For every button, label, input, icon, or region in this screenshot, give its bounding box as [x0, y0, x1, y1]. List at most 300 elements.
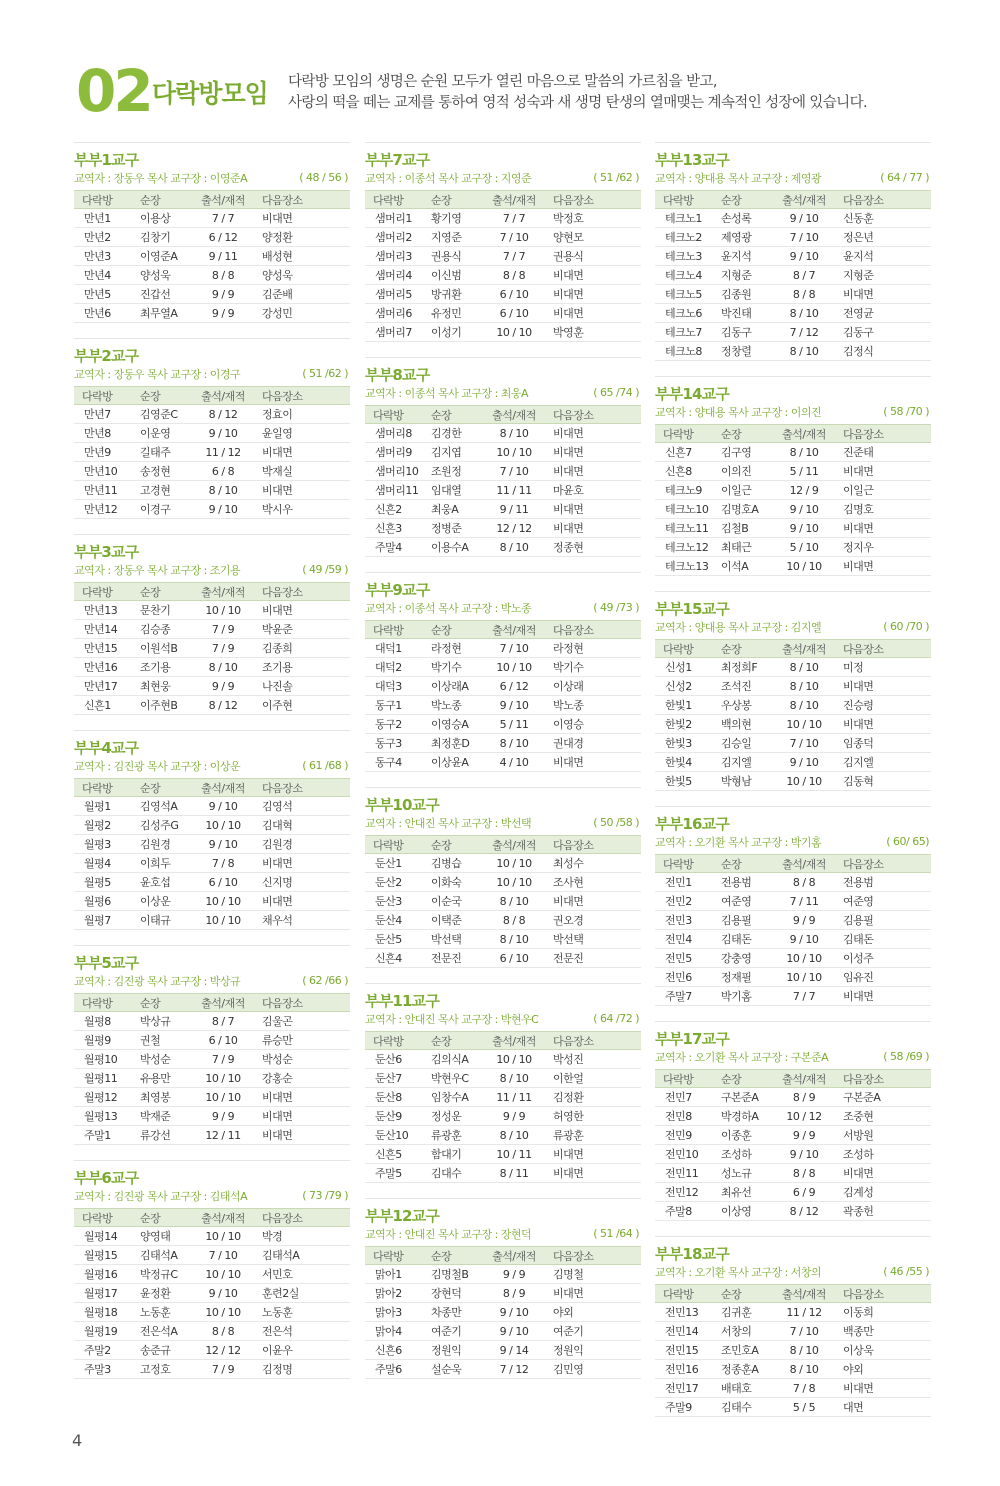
- table-row: [74, 1050, 350, 1069]
- cell-next-place: 이영승: [545, 715, 641, 734]
- cell-attendance: 8 / 10: [483, 424, 545, 443]
- cell-next-place: 양성욱: [254, 266, 350, 285]
- cell-darakbang: 전민3: [655, 911, 713, 930]
- district-totals: ( 62 /66 ): [302, 974, 348, 987]
- cell-darakbang: 샘머리6: [365, 304, 423, 323]
- cell-attendance: 9 / 10: [192, 424, 254, 443]
- cell-darakbang: 주말3: [74, 1360, 132, 1379]
- cell-leader: 최정훈D: [423, 734, 483, 753]
- cell-leader: 박기홈: [713, 987, 773, 1006]
- cell-leader: 이경구: [132, 500, 192, 519]
- table-row: [74, 816, 350, 835]
- cell-next-place: 김영석: [254, 797, 350, 816]
- cell-leader: 유정민: [423, 304, 483, 323]
- cell-leader: 박선택: [423, 930, 483, 949]
- cell-next-place: 비대면: [254, 601, 350, 620]
- cell-darakbang: 월평1: [74, 797, 132, 816]
- cell-leader: 김명호A: [713, 500, 773, 519]
- cell-attendance: 9 / 14: [483, 1341, 545, 1360]
- district-info: [74, 1187, 350, 1204]
- cell-attendance: 7 / 7: [773, 987, 835, 1006]
- cell-next-place: 비대면: [545, 266, 641, 285]
- cell-attendance: 11 / 12: [192, 443, 254, 462]
- column-header: 다음장소: [545, 406, 641, 424]
- cell-darakbang: 만년5: [74, 285, 132, 304]
- cell-darakbang: 샘머리10: [365, 462, 423, 481]
- cell-darakbang: 테크노7: [655, 323, 713, 342]
- district-block: [365, 787, 641, 968]
- cell-darakbang: 신흔6: [365, 1341, 423, 1360]
- table-row: [655, 772, 931, 791]
- cell-next-place: 이한얼: [545, 1069, 641, 1088]
- cell-next-place: 훈련2실: [254, 1284, 350, 1303]
- cell-attendance: 8 / 10: [483, 892, 545, 911]
- table-row: [74, 873, 350, 892]
- cell-next-place: 비대면: [545, 1164, 641, 1183]
- cell-leader: 이신범: [423, 266, 483, 285]
- cell-darakbang: 월평15: [74, 1246, 132, 1265]
- district-block: [365, 983, 641, 1183]
- district-title: 부부18교구: [655, 1245, 730, 1263]
- column-header: 다락방: [74, 583, 132, 601]
- column-header: 순장: [132, 387, 192, 405]
- district-block: [655, 376, 931, 576]
- cell-darakbang: 월평4: [74, 854, 132, 873]
- cell-next-place: 비대면: [545, 304, 641, 323]
- cell-darakbang: 대덕2: [365, 658, 423, 677]
- cell-leader: 여준영: [713, 892, 773, 911]
- district-title: 부부17교구: [655, 1030, 730, 1048]
- column-header: 출석/재적: [192, 387, 254, 405]
- cell-attendance: 9 / 11: [192, 247, 254, 266]
- cell-next-place: 김태석A: [254, 1246, 350, 1265]
- cell-darakbang: 전민8: [655, 1107, 713, 1126]
- cell-leader: 임대열: [423, 481, 483, 500]
- table-row: [365, 1164, 641, 1183]
- cell-darakbang: 주말9: [655, 1398, 713, 1417]
- district-block: [655, 1236, 931, 1417]
- cell-leader: 우상봉: [713, 696, 773, 715]
- cell-attendance: 8 / 11: [483, 1164, 545, 1183]
- district-info: [365, 384, 641, 401]
- district-info: [655, 403, 931, 420]
- cell-attendance: 8 / 8: [773, 873, 835, 892]
- district-leaders: 교역자 : 양대용 목사 교구장 : 제영광: [655, 171, 822, 185]
- table-row: [74, 266, 350, 285]
- cell-next-place: 김계성: [835, 1183, 931, 1202]
- district-title: 부부7교구: [365, 151, 430, 169]
- district-title: 부부3교구: [74, 543, 139, 561]
- cell-attendance: 4 / 10: [483, 753, 545, 772]
- cell-darakbang: 전민1: [655, 873, 713, 892]
- district-totals: ( 51 /62 ): [302, 367, 348, 380]
- cell-leader: 이원석B: [132, 639, 192, 658]
- table-row: [74, 620, 350, 639]
- cell-attendance: 10 / 10: [483, 658, 545, 677]
- district-table: [74, 386, 350, 519]
- cell-leader: 류광훈: [423, 1126, 483, 1145]
- cell-leader: 정창렬: [713, 342, 773, 361]
- cell-leader: 구본준A: [713, 1088, 773, 1107]
- cell-next-place: 비대면: [835, 1164, 931, 1183]
- cell-leader: 최무열A: [132, 304, 192, 323]
- cell-next-place: 비대면: [545, 892, 641, 911]
- cell-darakbang: 둔산2: [365, 873, 423, 892]
- cell-darakbang: 테크노5: [655, 285, 713, 304]
- cell-darakbang: 월평5: [74, 873, 132, 892]
- cell-next-place: 김동구: [835, 323, 931, 342]
- cell-leader: 이영승A: [423, 715, 483, 734]
- cell-next-place: 강성민: [254, 304, 350, 323]
- cell-next-place: 박기수: [545, 658, 641, 677]
- section-description-line: 다락방 모임의 생명은 순원 모두가 열린 마음으로 말씀의 가르침을 받고,: [288, 74, 717, 90]
- table-row: [365, 911, 641, 930]
- cell-darakbang: 테크노11: [655, 519, 713, 538]
- cell-attendance: 8 / 10: [773, 1360, 835, 1379]
- cell-leader: 이화숙: [423, 873, 483, 892]
- cell-leader: 이종훈: [713, 1126, 773, 1145]
- district-block: [655, 142, 931, 361]
- cell-next-place: 정효이: [254, 405, 350, 424]
- cell-attendance: 8 / 8: [483, 911, 545, 930]
- column-header: 출석/재적: [773, 855, 835, 873]
- column-header: 출석/재적: [773, 425, 835, 443]
- table-header-row: [365, 621, 641, 639]
- cell-attendance: 11 / 11: [483, 481, 545, 500]
- cell-attendance: 7 / 8: [192, 854, 254, 873]
- cell-darakbang: 맑아4: [365, 1322, 423, 1341]
- cell-darakbang: 동구2: [365, 715, 423, 734]
- district-info: [74, 757, 350, 774]
- cell-next-place: 비대면: [545, 1284, 641, 1303]
- table-row: [74, 892, 350, 911]
- cell-attendance: 8 / 10: [483, 1126, 545, 1145]
- table-row: [655, 1183, 931, 1202]
- cell-attendance: 10 / 10: [773, 968, 835, 987]
- cell-attendance: 11 / 11: [483, 1088, 545, 1107]
- cell-darakbang: 전민4: [655, 930, 713, 949]
- table-header-row: [365, 836, 641, 854]
- cell-next-place: 여준영: [835, 892, 931, 911]
- table-row: [365, 1360, 641, 1379]
- cell-next-place: 백종만: [835, 1322, 931, 1341]
- cell-darakbang: 신흔1: [74, 696, 132, 715]
- cell-attendance: 6 / 9: [773, 1183, 835, 1202]
- cell-next-place: 미정: [835, 658, 931, 677]
- cell-darakbang: 만년13: [74, 601, 132, 620]
- table-row: [365, 1050, 641, 1069]
- cell-next-place: 곽종헌: [835, 1202, 931, 1221]
- column-header: 다음장소: [545, 1032, 641, 1050]
- cell-attendance: 9 / 10: [773, 209, 835, 228]
- cell-leader: 손성록: [713, 209, 773, 228]
- cell-darakbang: 샘머리11: [365, 481, 423, 500]
- cell-leader: 최웅A: [423, 500, 483, 519]
- cell-attendance: 12 / 12: [483, 519, 545, 538]
- cell-darakbang: 만년15: [74, 639, 132, 658]
- cell-darakbang: 월평17: [74, 1284, 132, 1303]
- cell-leader: 류강선: [132, 1126, 192, 1145]
- cell-attendance: 12 / 11: [192, 1126, 254, 1145]
- cell-attendance: 7 / 11: [773, 892, 835, 911]
- cell-attendance: 10 / 10: [192, 1265, 254, 1284]
- cell-darakbang: 월평19: [74, 1322, 132, 1341]
- cell-leader: 조성하: [713, 1145, 773, 1164]
- table-row: [74, 462, 350, 481]
- district-table: [74, 582, 350, 715]
- cell-attendance: 9 / 10: [483, 696, 545, 715]
- cell-attendance: 9 / 10: [773, 930, 835, 949]
- cell-attendance: 7 / 7: [192, 209, 254, 228]
- cell-darakbang: 만년8: [74, 424, 132, 443]
- table-row: [655, 209, 931, 228]
- district-totals: ( 58 /69 ): [883, 1050, 929, 1063]
- cell-leader: 함대기: [423, 1145, 483, 1164]
- cell-next-place: 김울곤: [254, 1012, 350, 1031]
- table-row: [365, 1107, 641, 1126]
- district-info: [74, 365, 350, 382]
- section-description-line: 사랑의 떡을 떼는 교제를 통하여 영적 성숙과 새 생명 탄생의 열매맺는 계속적인 성장에 있습니다.: [288, 95, 867, 111]
- table-row: [655, 538, 931, 557]
- cell-darakbang: 맑아3: [365, 1303, 423, 1322]
- cell-darakbang: 신흔7: [655, 443, 713, 462]
- cell-darakbang: 테크노3: [655, 247, 713, 266]
- table-row: [655, 481, 931, 500]
- cell-leader: 김병습: [423, 854, 483, 873]
- cell-next-place: 임종덕: [835, 734, 931, 753]
- cell-attendance: 10 / 10: [773, 557, 835, 576]
- cell-attendance: 7 / 10: [192, 1246, 254, 1265]
- table-row: [74, 500, 350, 519]
- table-row: [365, 1341, 641, 1360]
- cell-next-place: 류광훈: [545, 1126, 641, 1145]
- cell-attendance: 9 / 10: [773, 1145, 835, 1164]
- district-leaders: 교역자 : 양대용 목사 교구장 : 김지엘: [655, 620, 822, 634]
- cell-next-place: 대면: [835, 1398, 931, 1417]
- cell-attendance: 7 / 12: [773, 323, 835, 342]
- cell-darakbang: 주말8: [655, 1202, 713, 1221]
- table-row: [74, 658, 350, 677]
- column-header: 다음장소: [254, 583, 350, 601]
- column-header: 출석/재적: [483, 1247, 545, 1265]
- table-row: [365, 854, 641, 873]
- column-header: 다음장소: [545, 1247, 641, 1265]
- cell-next-place: 김대혁: [254, 816, 350, 835]
- table-row: [74, 1107, 350, 1126]
- cell-next-place: 비대면: [254, 892, 350, 911]
- table-row: [74, 854, 350, 873]
- table-row: [365, 1303, 641, 1322]
- cell-next-place: 노동훈: [254, 1303, 350, 1322]
- cell-leader: 지영준: [423, 228, 483, 247]
- cell-next-place: 정은년: [835, 228, 931, 247]
- cell-next-place: 신지명: [254, 873, 350, 892]
- table-row: [365, 323, 641, 342]
- cell-next-place: 신동훈: [835, 209, 931, 228]
- district-title: 부부15교구: [655, 600, 730, 618]
- cell-next-place: 권대경: [545, 734, 641, 753]
- district-block: [365, 142, 641, 342]
- cell-darakbang: 샘머리8: [365, 424, 423, 443]
- cell-darakbang: 전민13: [655, 1303, 713, 1322]
- column-header: 순장: [713, 1070, 773, 1088]
- cell-leader: 진갑선: [132, 285, 192, 304]
- cell-darakbang: 만년11: [74, 481, 132, 500]
- cell-darakbang: 테크노4: [655, 266, 713, 285]
- column-header: 다락방: [365, 406, 423, 424]
- cell-next-place: 비대면: [254, 854, 350, 873]
- cell-next-place: 박윤준: [254, 620, 350, 639]
- table-row: [365, 481, 641, 500]
- table-header-row: [655, 425, 931, 443]
- district-table: [365, 1031, 641, 1183]
- cell-leader: 최유선: [713, 1183, 773, 1202]
- cell-attendance: 7 / 10: [773, 734, 835, 753]
- cell-next-place: 김정식: [835, 342, 931, 361]
- district-info: [655, 1048, 931, 1065]
- cell-next-place: 비대면: [835, 519, 931, 538]
- cell-leader: 이용수A: [423, 538, 483, 557]
- table-row: [365, 696, 641, 715]
- table-row: [655, 715, 931, 734]
- district-table: [365, 620, 641, 772]
- cell-darakbang: 샘머리1: [365, 209, 423, 228]
- cell-attendance: 8 / 9: [483, 1284, 545, 1303]
- cell-attendance: 8 / 7: [773, 266, 835, 285]
- table-row: [74, 601, 350, 620]
- cell-darakbang: 샘머리7: [365, 323, 423, 342]
- cell-leader: 이상영: [713, 1202, 773, 1221]
- cell-darakbang: 둔산8: [365, 1088, 423, 1107]
- cell-next-place: 윤일영: [254, 424, 350, 443]
- cell-attendance: 7 / 9: [192, 1050, 254, 1069]
- table-row: [655, 1341, 931, 1360]
- district-table: [365, 405, 641, 557]
- column-header: 출석/재적: [483, 191, 545, 209]
- table-row: [74, 285, 350, 304]
- district-title: 부부12교구: [365, 1207, 440, 1225]
- cell-leader: 김승일: [713, 734, 773, 753]
- cell-attendance: 6 / 8: [192, 462, 254, 481]
- table-row: [655, 500, 931, 519]
- cell-attendance: 9 / 9: [192, 1107, 254, 1126]
- cell-darakbang: 한빛3: [655, 734, 713, 753]
- district-block: [365, 357, 641, 557]
- cell-next-place: 박영훈: [545, 323, 641, 342]
- column-header: 순장: [132, 779, 192, 797]
- cell-attendance: 10 / 10: [192, 911, 254, 930]
- cell-darakbang: 만년4: [74, 266, 132, 285]
- cell-next-place: 권오경: [545, 911, 641, 930]
- cell-darakbang: 둔산1: [365, 854, 423, 873]
- district-title: 부부14교구: [655, 385, 730, 403]
- cell-attendance: 7 / 9: [192, 1360, 254, 1379]
- cell-next-place: 이동희: [835, 1303, 931, 1322]
- district-title: 부부8교구: [365, 366, 430, 384]
- cell-leader: 임창수A: [423, 1088, 483, 1107]
- table-header-row: [655, 640, 931, 658]
- cell-attendance: 7 / 10: [773, 1322, 835, 1341]
- column-header: 다음장소: [254, 191, 350, 209]
- district-leaders: 교역자 : 김진광 목사 교구장 : 박상규: [74, 974, 241, 988]
- cell-leader: 이용상: [132, 209, 192, 228]
- table-row: [74, 1069, 350, 1088]
- cell-next-place: 김용필: [835, 911, 931, 930]
- cell-darakbang: 만년16: [74, 658, 132, 677]
- cell-attendance: 8 / 10: [192, 481, 254, 500]
- cell-attendance: 8 / 10: [773, 1341, 835, 1360]
- cell-next-place: 여준기: [545, 1322, 641, 1341]
- cell-darakbang: 신흔4: [365, 949, 423, 968]
- cell-darakbang: 만년2: [74, 228, 132, 247]
- cell-darakbang: 테크노10: [655, 500, 713, 519]
- cell-attendance: 9 / 10: [483, 1303, 545, 1322]
- cell-attendance: 9 / 9: [773, 911, 835, 930]
- cell-next-place: 양정환: [254, 228, 350, 247]
- table-row: [365, 639, 641, 658]
- cell-darakbang: 전민11: [655, 1164, 713, 1183]
- cell-leader: 김창기: [132, 228, 192, 247]
- table-row: [655, 949, 931, 968]
- table-header-row: [74, 387, 350, 405]
- column-header: 순장: [713, 640, 773, 658]
- district-table: [74, 993, 350, 1145]
- district-leaders: 교역자 : 이종석 목사 교구장 : 박노종: [365, 601, 532, 615]
- cell-leader: 김태수: [713, 1398, 773, 1417]
- column-header: 출석/재적: [483, 621, 545, 639]
- table-row: [365, 1126, 641, 1145]
- cell-darakbang: 만년3: [74, 247, 132, 266]
- cell-leader: 박성순: [132, 1050, 192, 1069]
- table-row: [655, 873, 931, 892]
- table-row: [365, 538, 641, 557]
- cell-leader: 최영봉: [132, 1088, 192, 1107]
- cell-darakbang: 월평12: [74, 1088, 132, 1107]
- cell-next-place: 정종현: [545, 538, 641, 557]
- district-title: 부부16교구: [655, 815, 730, 833]
- table-row: [74, 677, 350, 696]
- table-row: [365, 500, 641, 519]
- column-header: 다락방: [74, 387, 132, 405]
- cell-leader: 김용필: [713, 911, 773, 930]
- cell-leader: 김경한: [423, 424, 483, 443]
- cell-attendance: 10 / 10: [483, 873, 545, 892]
- cell-next-place: 배성현: [254, 247, 350, 266]
- cell-darakbang: 월평8: [74, 1012, 132, 1031]
- cell-darakbang: 주말5: [365, 1164, 423, 1183]
- table-row: [655, 247, 931, 266]
- district-leaders: 교역자 : 이종석 목사 교구장 : 지영준: [365, 171, 532, 185]
- cell-next-place: 박경: [254, 1227, 350, 1246]
- column-header: 다락방: [655, 640, 713, 658]
- district-table: [365, 1246, 641, 1379]
- cell-leader: 전용범: [713, 873, 773, 892]
- cell-attendance: 10 / 10: [192, 1303, 254, 1322]
- cell-attendance: 10 / 10: [192, 816, 254, 835]
- table-row: [365, 1284, 641, 1303]
- column-header: 순장: [132, 191, 192, 209]
- cell-darakbang: 전민2: [655, 892, 713, 911]
- table-row: [74, 1012, 350, 1031]
- cell-leader: 송준규: [132, 1341, 192, 1360]
- cell-attendance: 5 / 10: [773, 538, 835, 557]
- district-table: [655, 1284, 931, 1417]
- cell-darakbang: 한빛5: [655, 772, 713, 791]
- column-header: 다음장소: [254, 994, 350, 1012]
- table-row: [655, 930, 931, 949]
- cell-leader: 이택준: [423, 911, 483, 930]
- cell-next-place: 김종희: [254, 639, 350, 658]
